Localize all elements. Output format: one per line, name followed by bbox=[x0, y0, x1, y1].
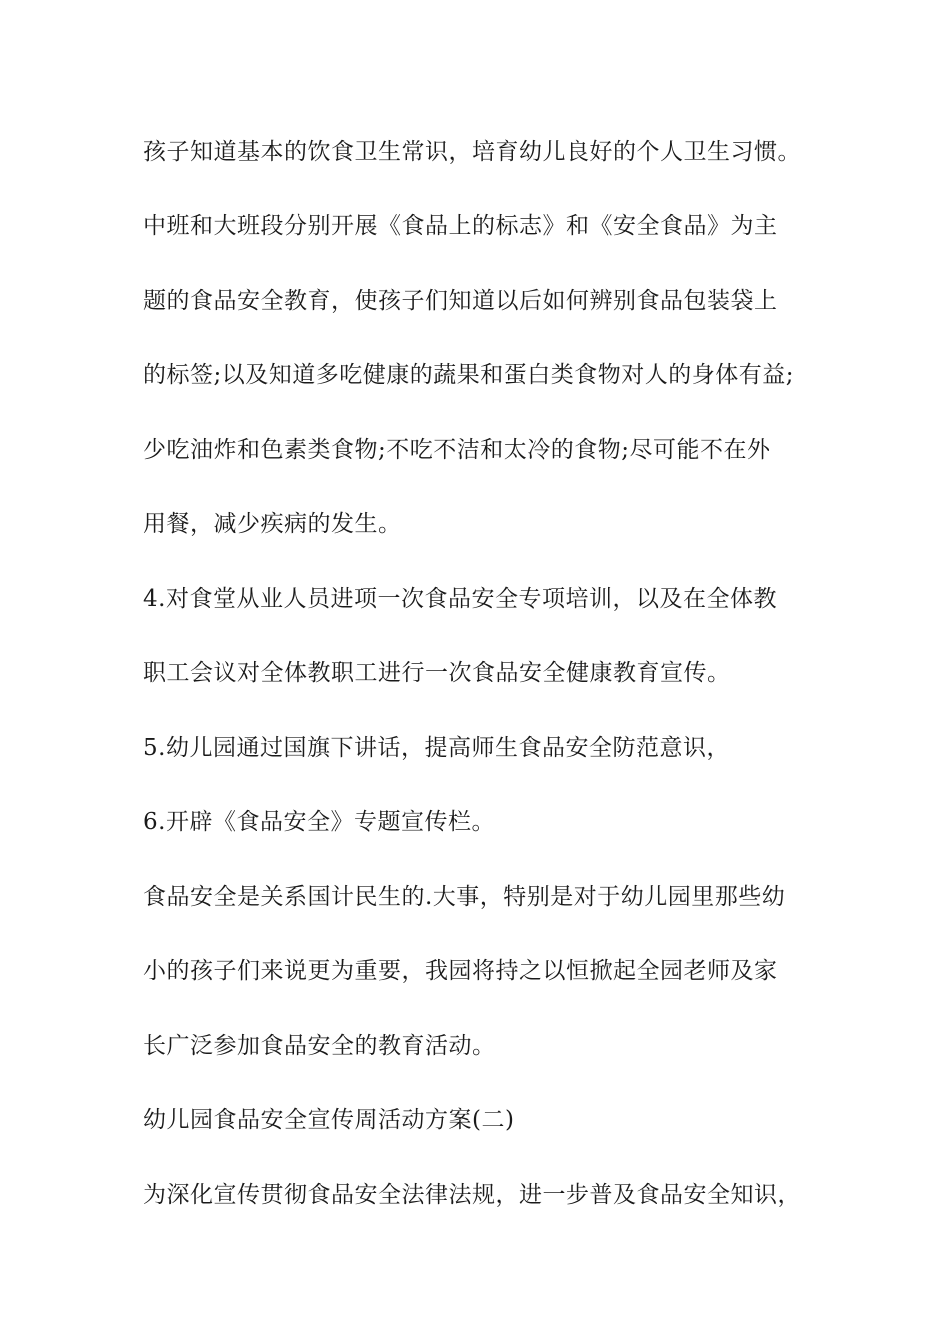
text-line: 孩子知道基本的饮食卫生常识，培育幼儿良好的个人卫生习惯。 bbox=[143, 139, 801, 165]
text-line: 小的孩子们来说更为重要，我园将持之以恒掀起全园老师及家 bbox=[143, 958, 778, 984]
text-line: 4.对食堂从业人员进项一次食品安全专项培训，以及在全体教 bbox=[143, 586, 777, 612]
text-line: 少吃油炸和色素类食物;不吃不洁和太冷的食物;尽可能不在外 bbox=[143, 437, 771, 463]
text-line: 职工会议对全体教职工进行一次食品安全健康教育宣传。 bbox=[143, 660, 731, 686]
text-line: 5.幼儿园通过国旗下讲话，提高师生食品安全防范意识， bbox=[143, 735, 730, 761]
text-line: 题的食品安全教育，使孩子们知道以后如何辨别食品包装袋上 bbox=[143, 288, 778, 314]
text-line: 为深化宣传贯彻食品安全法律法规，进一步普及食品安全知识， bbox=[143, 1182, 801, 1208]
text-line: 食品安全是关系国计民生的.大事，特别是对于幼儿园里那些幼 bbox=[143, 884, 786, 910]
text-line: 的标签;以及知道多吃健康的蔬果和蛋白类食物对人的身体有益; bbox=[143, 362, 794, 388]
text-line: 中班和大班段分别开展《食品上的标志》和《安全食品》为主 bbox=[143, 213, 778, 239]
text-line: 用餐，减少疾病的发生。 bbox=[143, 511, 402, 537]
text-line: 长广泛参加食品安全的教育活动。 bbox=[143, 1033, 496, 1059]
section-heading: 幼儿园食品安全宣传周活动方案(二) bbox=[143, 1107, 515, 1133]
text-line: 6.开辟《食品安全》专题宣传栏。 bbox=[143, 809, 495, 835]
